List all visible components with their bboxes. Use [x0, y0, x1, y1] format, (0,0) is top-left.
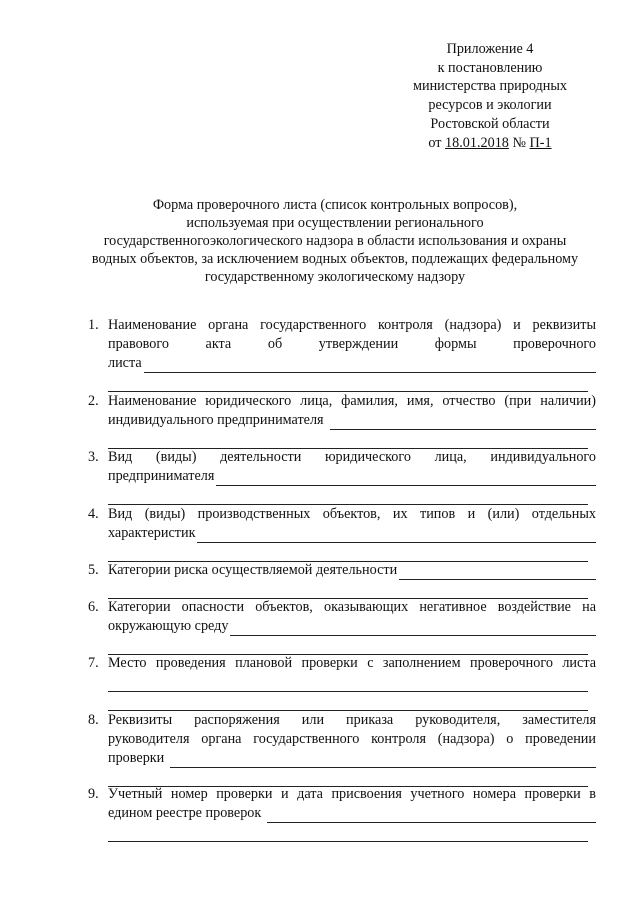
question-text: Реквизиты распоряжения или приказа руководителя, заместителя: [108, 712, 596, 728]
answer-field[interactable]: [216, 471, 596, 486]
question-3: [88, 448, 596, 505]
answer-field[interactable]: [330, 415, 596, 430]
question-text: Вид (виды) производственных объектов, их типов и (или) отдельных: [108, 506, 596, 522]
title-line: используемая при осуществлении регионального: [186, 215, 484, 231]
question-text: едином реестре проверок: [108, 805, 262, 821]
answer-field[interactable]: [267, 808, 596, 823]
question-text: проверки: [108, 750, 165, 766]
question-text: Наименование органа государственного контроля (надзора) и реквизиты: [108, 317, 596, 333]
question-number: 2.: [88, 393, 99, 409]
form-title: [70, 196, 600, 286]
title-line: водных объектов, за исключением водных объектов, подлежащих федеральному: [91, 251, 579, 267]
question-text: Место проведения плановой проверки с заполнением проверочного листа: [108, 655, 596, 671]
answer-field[interactable]: [399, 565, 596, 580]
question-text: листа: [108, 355, 142, 371]
answer-field[interactable]: [108, 430, 588, 449]
question-6: [88, 598, 596, 655]
question-4: [88, 505, 596, 562]
appendix-line: министерства природных: [413, 78, 567, 95]
title-line: государственному экологическому надзору: [204, 269, 466, 285]
answer-field[interactable]: [144, 358, 596, 373]
answer-field[interactable]: [170, 753, 596, 768]
question-7: [88, 654, 596, 711]
answer-field[interactable]: [108, 673, 588, 692]
question-number: 5.: [88, 562, 99, 578]
question-number: 7.: [88, 655, 99, 671]
appendix-line: ресурсов и экологии: [428, 97, 552, 114]
question-1: [88, 316, 596, 392]
question-text: индивидуального предпринимателя: [108, 412, 324, 428]
question-5: [88, 561, 596, 599]
answer-field[interactable]: [108, 636, 588, 655]
question-number: 8.: [88, 712, 99, 728]
question-text: Учетный номер проверки и дата присвоения учетного номера проверки в: [108, 786, 596, 802]
question-text: окружающую среду: [108, 618, 229, 634]
question-9: [88, 785, 596, 842]
question-number: 1.: [88, 317, 99, 333]
question-text: руководителя органа государственного контроля (надзора) о проведении: [108, 731, 596, 747]
question-number: 9.: [88, 786, 99, 802]
answer-field[interactable]: [108, 486, 588, 505]
question-number: 3.: [88, 449, 99, 465]
question-number: 4.: [88, 506, 99, 522]
question-2: [88, 392, 596, 449]
appendix-line: Ростовской области: [430, 115, 550, 132]
number-prefix: №: [508, 134, 530, 151]
answer-field[interactable]: [197, 528, 596, 543]
appendix-line: Приложение 4: [446, 41, 534, 57]
question-text: Категории опасности объектов, оказывающих негативное воздействие на: [108, 599, 596, 615]
answer-field[interactable]: [108, 543, 588, 562]
title-line: Форма проверочного листа (список контрольных вопросов),: [152, 197, 518, 213]
question-text: предпринимателя: [108, 468, 215, 484]
answer-field[interactable]: [108, 692, 588, 711]
appendix-header: [395, 40, 585, 152]
title-line: государственногоэкологического надзора в области использования и охраны: [103, 233, 567, 249]
answer-field[interactable]: [108, 373, 588, 392]
answer-field[interactable]: [230, 621, 596, 636]
appendix-date-line: [395, 134, 585, 153]
answer-field[interactable]: [108, 580, 588, 599]
question-number: 6.: [88, 599, 99, 615]
appendix-date: 18.01.2018: [445, 134, 509, 151]
date-prefix: от: [428, 134, 446, 151]
question-8: [88, 711, 596, 787]
appendix-number: П-1: [529, 134, 552, 151]
question-text: характеристик: [108, 525, 196, 541]
question-text: правового акта об утверждении формы проверочного: [108, 336, 596, 352]
question-text: Наименование юридического лица, фамилия, имя, отчество (при наличии): [108, 393, 596, 409]
appendix-line: к постановлению: [437, 59, 543, 76]
question-text: Категории риска осуществляемой деятельности: [108, 562, 398, 578]
question-text: Вид (виды) деятельности юридического лица, индивидуального: [108, 449, 596, 465]
answer-field[interactable]: [108, 823, 588, 842]
